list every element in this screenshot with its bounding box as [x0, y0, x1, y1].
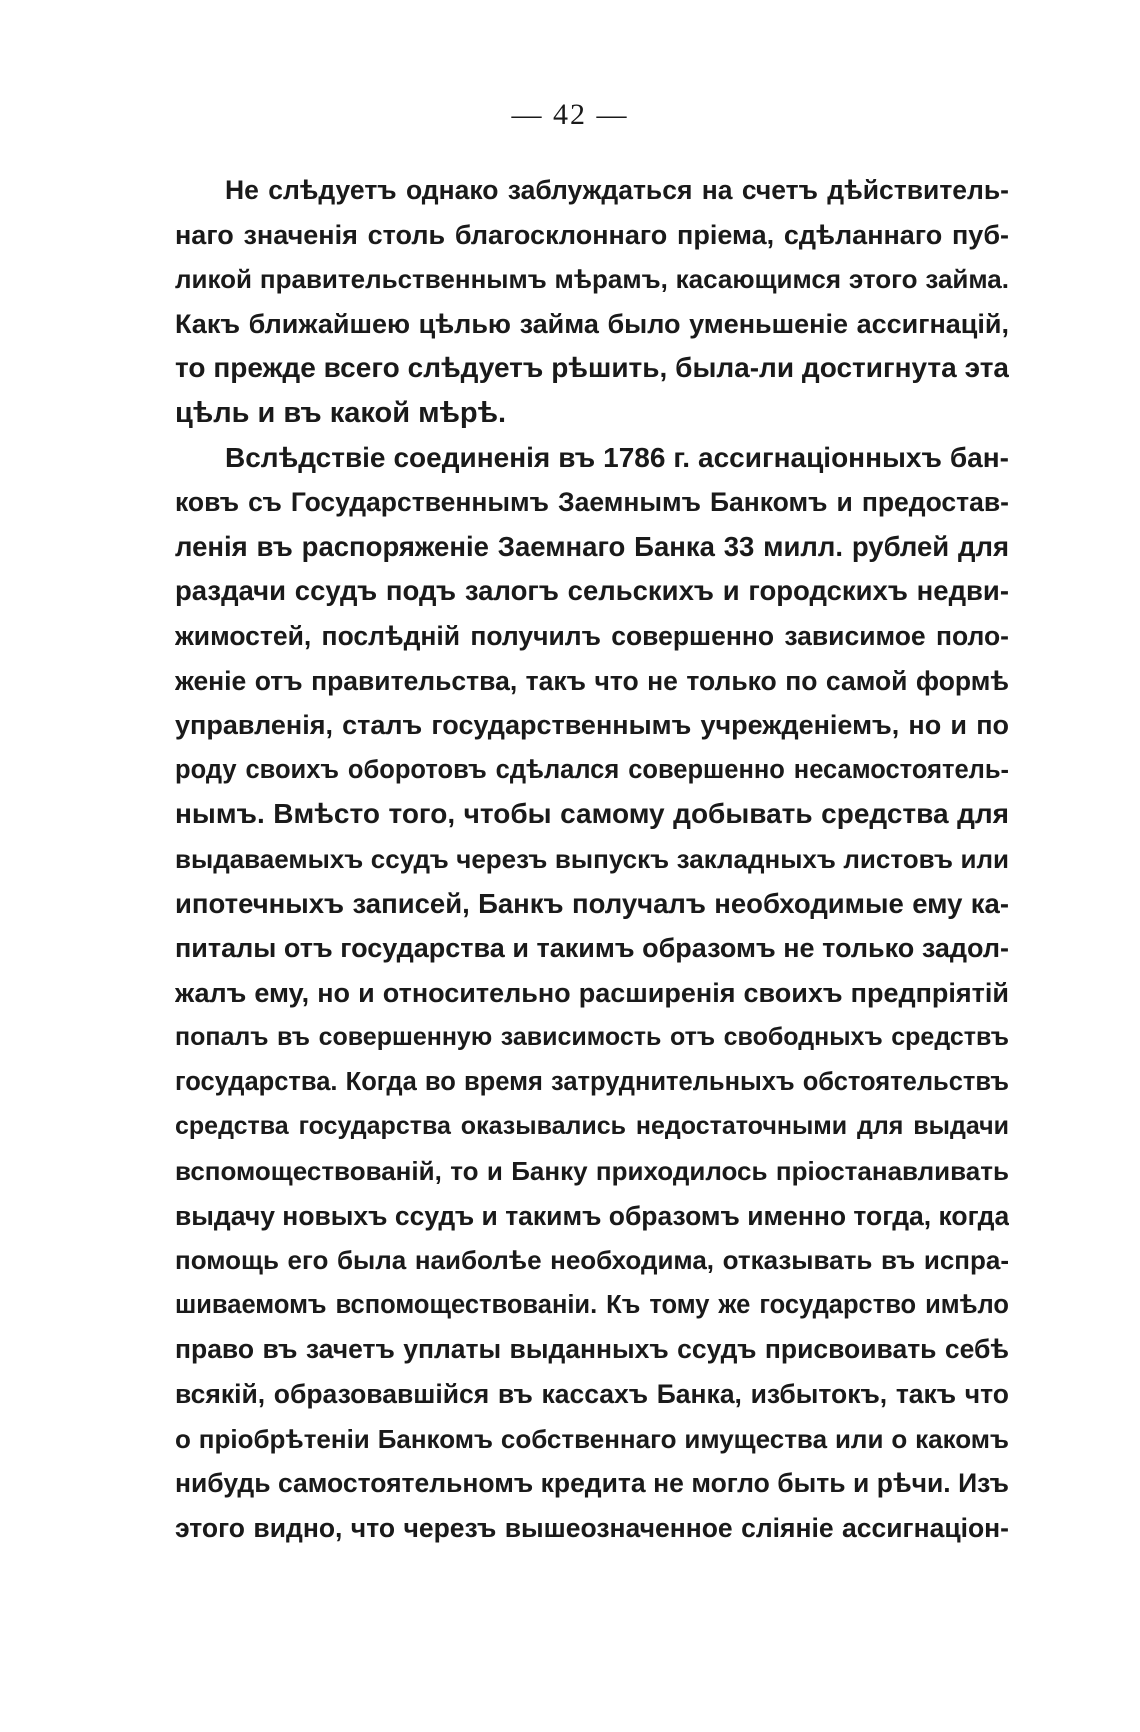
- paragraph: [175, 168, 1009, 436]
- text-line: средства государства оказывались недостаточными для выдачи: [175, 1112, 1009, 1141]
- text-line: выдаваемыхъ ссудъ черезъ выпускъ закладныхъ листовъ или: [175, 843, 1009, 874]
- text-line: этого видно, что черезъ вышеозначенное сліяніе ассигнаціон-: [175, 1512, 1009, 1543]
- text-line: жимостей, послѣдній получилъ совершенно зависимое поло-: [175, 620, 1009, 651]
- text-line: право въ зачетъ уплаты выданныхъ ссудъ присвоивать себѣ: [175, 1334, 1009, 1365]
- text-line: помощь его была наиболѣе необходима, отказывать въ испра-: [175, 1245, 1009, 1276]
- text-line: ленія въ распоряженіе Заемнаго Банка 33 милл. рублей для: [175, 530, 1009, 562]
- text-line: роду своихъ оборотовъ сдѣлался совершенно несамостоятель-: [175, 755, 1009, 784]
- text-line: наго значенія столь благосклоннаго пріема, сдѣланнаго пуб-: [175, 219, 1009, 250]
- text-line: ликой правительственнымъ мѣрамъ, касающимся этого займа.: [175, 264, 1009, 295]
- text-line: о пріобрѣтеніи Банкомъ собственнаго имущества или о какомъ: [175, 1423, 1009, 1454]
- text-line: женіе отъ правительства, такъ что не только по самой формѣ: [175, 665, 1009, 696]
- text-line: управленія, сталъ государственнымъ учрежденіемъ, но и по: [175, 710, 1009, 741]
- text-line: Вслѣдствіе соединенія въ 1786 г. ассигнаціонныхъ бан-: [225, 441, 1009, 473]
- text-line: ковъ съ Государственнымъ Заемнымъ Банкомъ и предостав-: [175, 487, 1009, 518]
- page-number: — 42 —: [511, 98, 629, 131]
- text-line: то прежде всего слѣдуетъ рѣшить, была-ли достигнута эта: [175, 352, 1009, 384]
- text-line: выдачу новыхъ ссудъ и такимъ образомъ именно тогда, когда: [175, 1200, 1009, 1231]
- text-line: жалъ ему, но и относительно расширенія своихъ предпріятій: [175, 977, 1009, 1008]
- text-line: всякій, образовавшійся въ кассахъ Банка, избытокъ, такъ что: [175, 1379, 1009, 1410]
- text-line: нибудь самостоятельномъ кредита не могло быть и рѣчи. Изъ: [175, 1468, 1009, 1499]
- text-line: государства. Когда во время затруднительныхъ обстоятельствъ: [175, 1067, 1009, 1096]
- body-text: [175, 168, 1009, 1550]
- text-line: раздачи ссудъ подъ залогъ сельскихъ и городскихъ недви-: [175, 575, 1009, 607]
- paragraph: [175, 436, 1009, 1551]
- text-line: ипотечныхъ записей, Банкъ получалъ необходимые ему ка-: [175, 887, 1009, 919]
- text-line: вспомоществованій, то и Банку приходилось пріостанавливать: [175, 1156, 1009, 1187]
- text-line: нымъ. Вмѣсто того, чтобы самому добывать средства для: [175, 798, 1009, 830]
- text-line: попалъ въ совершенную зависимость отъ свободныхъ средствъ: [175, 1023, 1009, 1052]
- text-line: цѣль и въ какой мѣрѣ.: [175, 396, 507, 429]
- text-line: шиваемомъ вспомоществованіи. Къ тому же государство имѣло: [175, 1290, 1009, 1319]
- text-line: Какъ ближайшею цѣлью займа было уменьшеніе ассигнацій,: [175, 308, 1009, 339]
- text-line: питалы отъ государства и такимъ образомъ не только задол-: [175, 933, 1009, 964]
- text-line: Не слѣдуетъ однако заблуждаться на счетъ дѣйствитель-: [225, 175, 1009, 205]
